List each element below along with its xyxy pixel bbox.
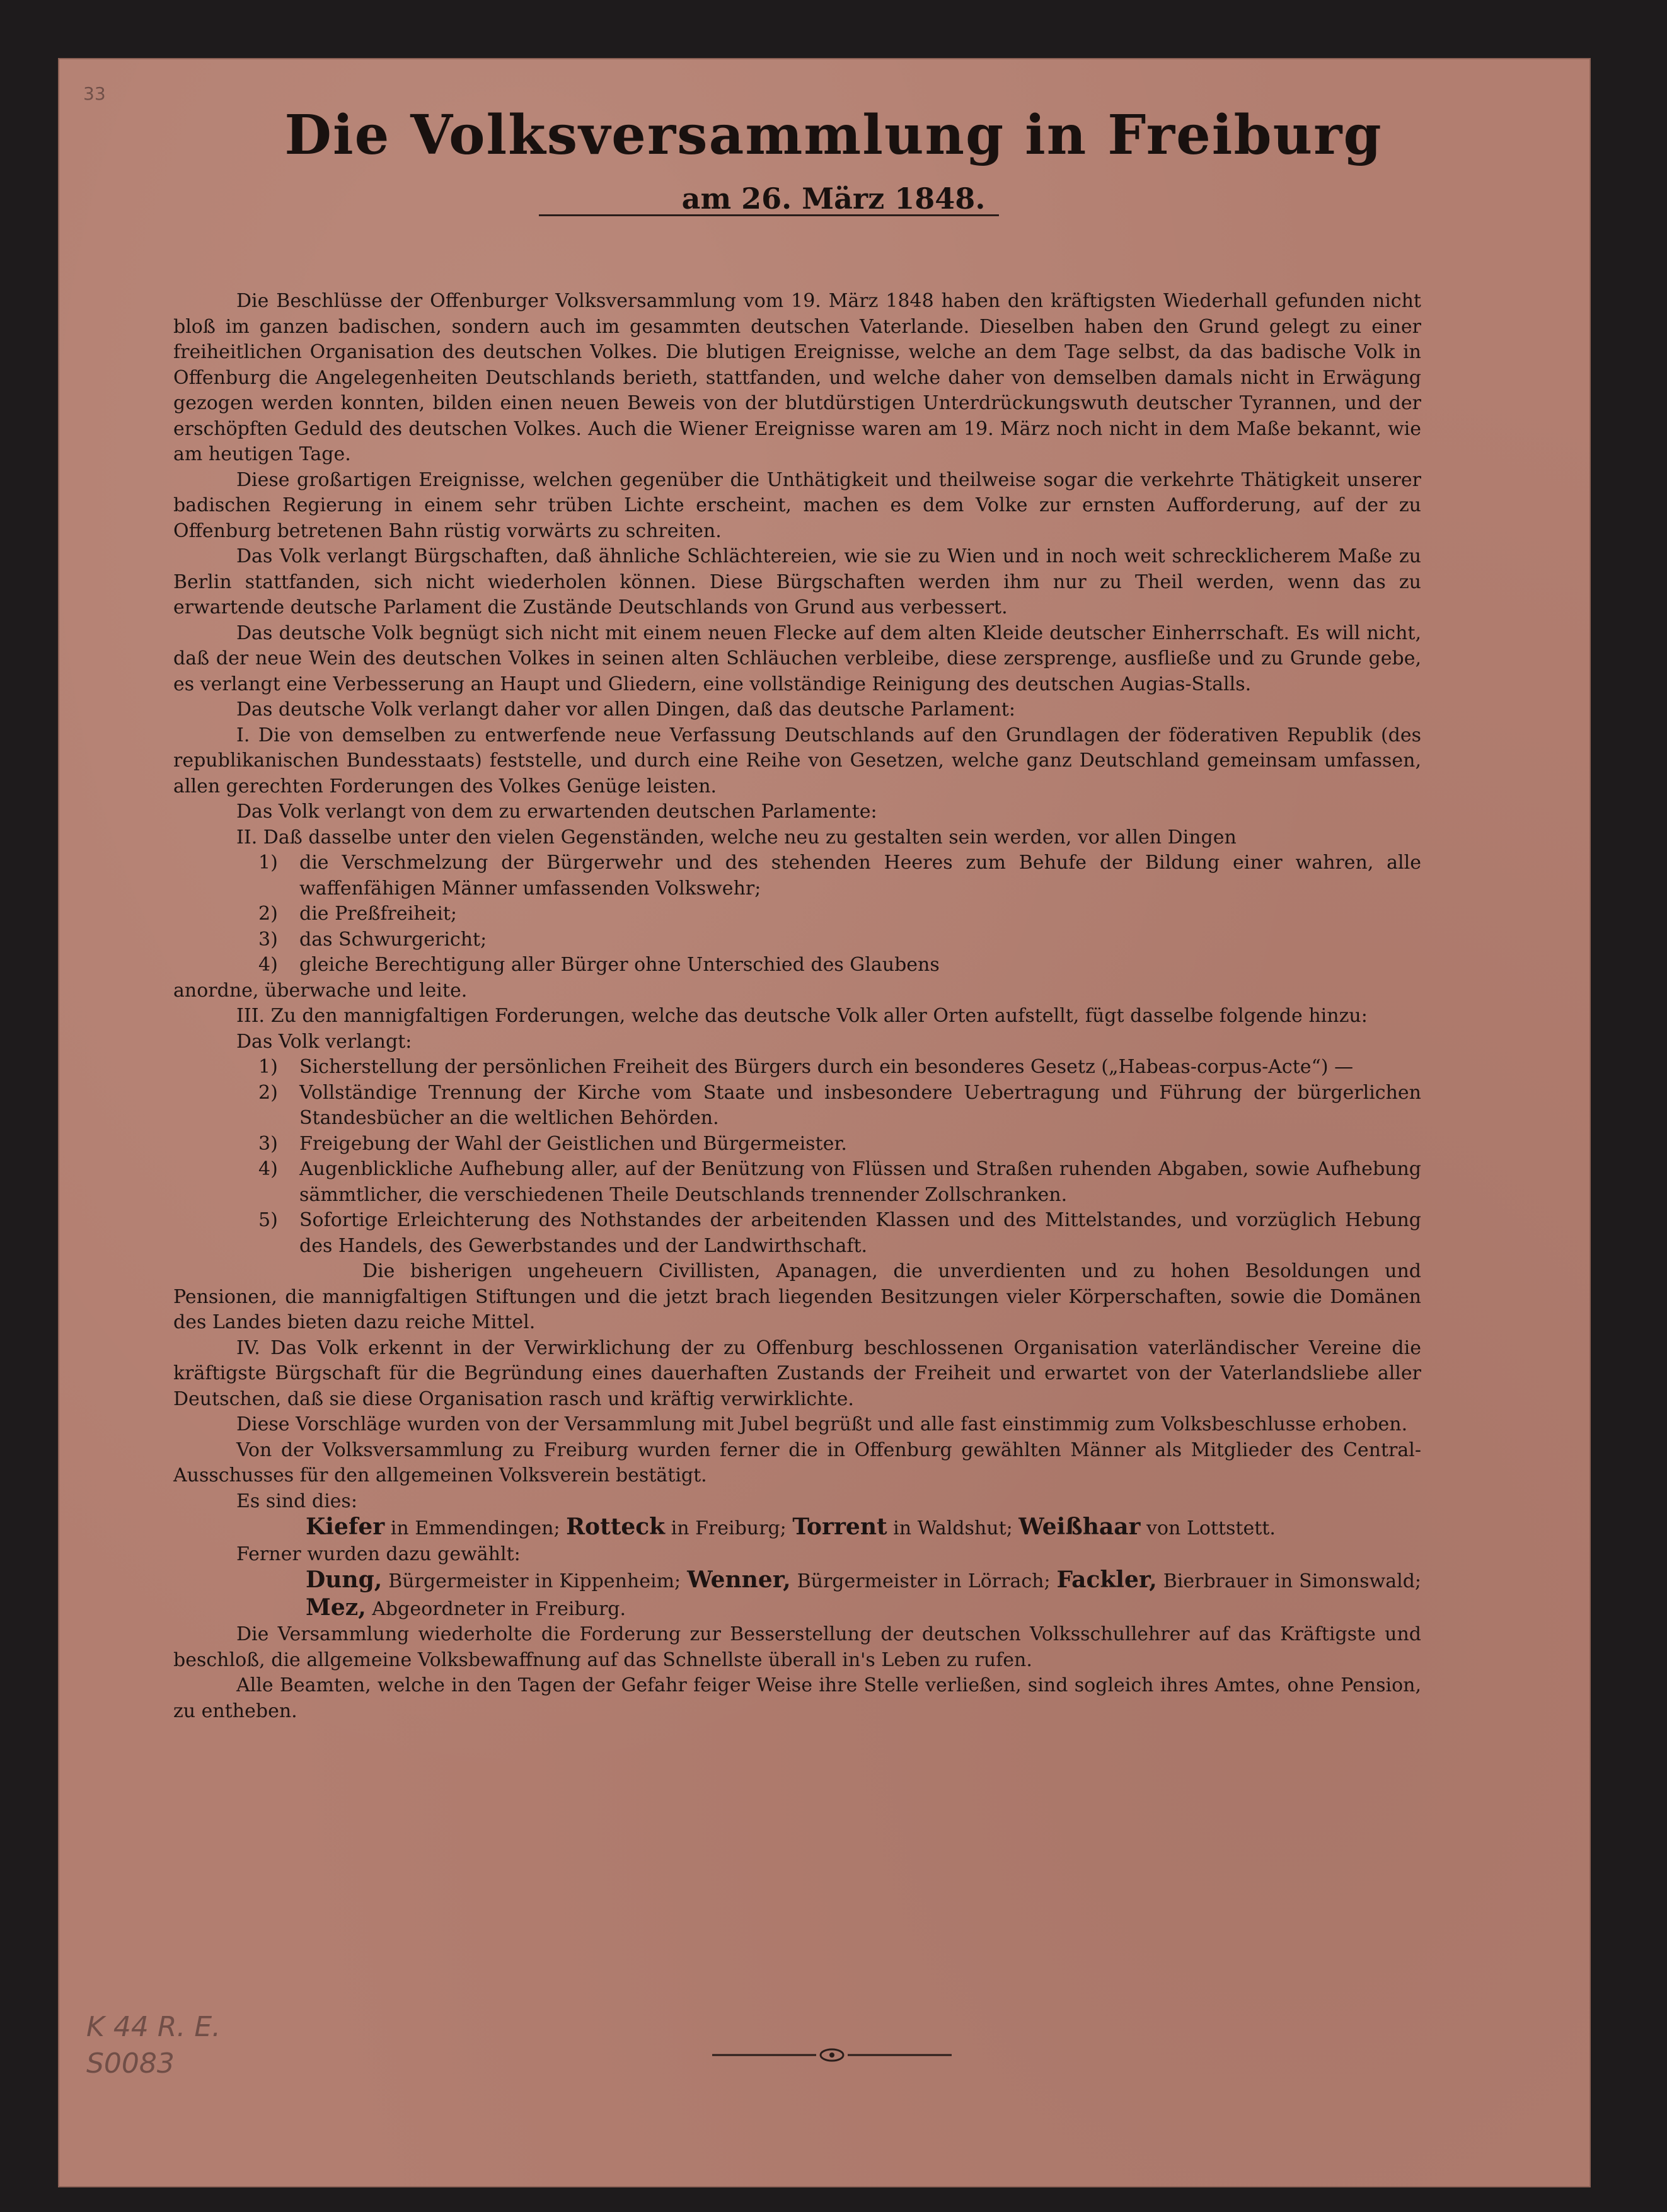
person-name: Wenner, — [687, 1566, 791, 1593]
list-item — [173, 850, 1421, 901]
person-name: Mez, — [306, 1594, 366, 1621]
list-item-text: die Verschmelzung der Bürgerwehr und des stehenden Heeres zum Behufe der Bildung einer wahren, alle waffenfähigen Männer umfassenden Volkswehr; — [299, 852, 1421, 900]
person-name: Kiefer — [306, 1514, 385, 1540]
list-item-text: Augenblickliche Aufhebung aller, auf der Benützung von Flüssen und Straßen ruhenden Abgaben, sowie Aufhebung sämmtlicher, die verschiedenen Theile Deutschlands trennender Zollschranken. — [299, 1158, 1421, 1206]
person-place: Bürgermeister in Kippenheim; — [382, 1570, 688, 1592]
person-place: in Waldshut; — [887, 1517, 1019, 1539]
paragraph-reform: Das deutsche Volk begnügt sich nicht mit einem neuen Flecke auf dem alten Kleide deutscher Einherrschaft. Es will nicht, daß der neue Wein des deutschen Volkes in seinen alten Schläuchen verbleibe, diese zersprenge, ausfließe und zu Grunde gebe, es verlangt eine Verbesserung an Haupt und Gliedern, eine vollständige Reinigung des deutschen Augias-Stalls. — [173, 622, 1421, 695]
person-place: Bürgermeister in Lörrach; — [790, 1570, 1057, 1592]
list-item-number: 4) — [258, 1158, 278, 1180]
list-item — [173, 1055, 1421, 1080]
person-place: Abgeordneter in Freiburg. — [366, 1597, 626, 1620]
list-item — [173, 927, 1421, 953]
confirmation-paragraph: Von der Volksversammlung zu Freiburg wurden ferner die in Offenburg gewählten Männer als Mitglieder des Central-Ausschusses für den allgemeinen Volksverein bestätigt. — [173, 1439, 1421, 1486]
section-3: III. Zu den mannigfaltigen Forderungen, welche das deutsche Volk aller Orten aufstellt, fügt dasselbe folgende hinzu: — [236, 1005, 1368, 1027]
list-item — [173, 1132, 1421, 1157]
teachers-paragraph: Die Versammlung wiederholte die Forderung zur Besserstellung der deutschen Volksschullehrer auf das Kräftigste und beschloß, die allgemeine Volksbewaffnung auf das Schnellste überall in's Leben zu rufen. — [173, 1623, 1421, 1671]
person-place: in Emmendingen; — [384, 1517, 567, 1539]
shelfmark — [86, 2009, 221, 2082]
shelfmark-line-1: K 44 R. E. — [86, 2011, 221, 2043]
demand-3-intro: Das Volk verlangt: — [236, 1030, 412, 1053]
list-item-number: 3) — [258, 1132, 278, 1155]
list-item-text: gleiche Berechtigung aller Bürger ohne Unterschied des Glaubens — [299, 954, 940, 976]
list-3 — [173, 1055, 1421, 1259]
list-item-number: 5) — [258, 1209, 278, 1231]
list-item-text: Sofortige Erleichterung des Nothstandes der arbeitenden Klassen und des Mittelstandes, und vorzüglich Hebung des Handels, des Gewerbstandes und der Landwirthschaft. — [299, 1209, 1421, 1257]
paragraph-events: Diese großartigen Ereignisse, welchen gegenüber die Unthätigkeit und theilweise sogar die verkehrte Thätigkeit unserer badischen Regierung in einem sehr trüben Lichte erscheint, machen es dem Volke zur ernsten Aufforderung, auf der zu Offenburg betretenen Bahn rüstig vorwärts zu schreiten. — [173, 468, 1421, 542]
document-title: Die Volksversammlung in Freiburg — [284, 103, 1383, 167]
person-name: Torrent — [792, 1514, 887, 1540]
closing-ornament — [712, 2046, 952, 2064]
person-name: Dung, — [306, 1566, 383, 1593]
document-date: am 26. März 1848. — [681, 182, 986, 216]
page-number: 33 — [83, 83, 106, 104]
these-are-label: Es sind dies: — [236, 1490, 357, 1512]
list-item-number: 2) — [258, 903, 278, 925]
document-body — [173, 289, 1421, 1724]
additional-names — [173, 1567, 1421, 1622]
person-name: Fackler, — [1056, 1566, 1157, 1593]
paragraph-intro: Die Beschlüsse der Offenburger Volksversammlung vom 19. März 1848 haben den kräftigsten Wiederhall gefunden nicht bloß im ganzen badischen, sondern auch im gesammten deutschen Vaterlande. Dieselben haben den Grund gelegt zu einer freiheitlichen Organisation des deutschen Volkes. Die blutigen Ereignisse, welche an dem Tage selbst, da das badische Volk in Offenburg die Angelegenheiten Deutschlands berieth, stattfanden, und welche daher von demselben damals nicht in Erwägung gezogen werden konnten, bilden einen neuen Beweis von der blutdürstigen Unterdrückungswuth deutscher Tyrannen, und der erschöpften Geduld des deutschen Volkes. Auch die Wiener Ereignisse waren am 19. März noch nicht in dem Maße bekannt, wie am heutigen Tage. — [173, 290, 1421, 465]
list-item — [173, 1157, 1421, 1208]
list-item-number: 2) — [258, 1081, 278, 1104]
proposals-paragraph: Diese Vorschläge wurden von der Versammlung mit Jubel begrüßt und alle fast einstimmig zum Volksbeschlusse erhoben. — [236, 1413, 1408, 1435]
list-item — [173, 953, 1421, 978]
paragraph-demand-1: Das deutsche Volk verlangt daher vor allen Dingen, daß das deutsche Parlament: — [236, 698, 1015, 721]
list-2 — [173, 850, 1421, 978]
person-place: in Freiburg; — [665, 1517, 793, 1539]
section-2: II. Daß dasselbe unter den vielen Gegenständen, welche neu zu gestalten sein werden, vor allen Dingen — [236, 826, 1237, 848]
person-name: Weißhaar — [1018, 1514, 1141, 1540]
person-name: Rotteck — [566, 1514, 666, 1540]
list-item-text: das Schwurgericht; — [299, 928, 487, 951]
list-item-text: die Preßfreiheit; — [299, 903, 458, 925]
document-header — [0, 98, 1667, 217]
person-place: Bierbrauer in Simonswald; — [1157, 1570, 1422, 1592]
shelfmark-line-2: S0083 — [86, 2047, 175, 2080]
civil-list-note: Die bisherigen ungeheuern Civillisten, Apanagen, die unverdienten und zu hohen Besoldungen und Pensionen, die mannigfaltigen Stiftungen und die jetzt brach liegenden Besitzungen vieler Körperschaften, sowie die Domänen des Landes bieten dazu reiche Mittel. — [173, 1260, 1421, 1333]
officials-paragraph: Alle Beamten, welche in den Tagen der Gefahr feiger Weise ihre Stelle verließen, sind sogleich ihres Amtes, ohne Pension, zu entheben. — [173, 1674, 1421, 1722]
title-rule — [539, 214, 999, 216]
list-item-text: Freigebung der Wahl der Geistlichen und Bürgermeister. — [299, 1132, 847, 1155]
list-item — [173, 1208, 1421, 1259]
section-2-end: anordne, überwache und leite. — [173, 979, 468, 1002]
section-4: IV. Das Volk erkennt in der Verwirklichung der zu Offenburg beschlossenen Organisation vaterländischer Vereine die kräftigste Bürgschaft für die Begründung eines dauerhaften Zustands der Freiheit und erwartet von der Vaterlandsliebe aller Deutschen, daß sie diese Organisation rasch und kräftig verwirklichte. — [173, 1336, 1421, 1410]
list-item-number: 3) — [258, 928, 278, 951]
list-item-number: 1) — [258, 852, 278, 874]
list-item-text: Vollständige Trennung der Kirche vom Staate und insbesondere Uebertragung und Führung der bürgerlichen Standesbücher an die weltlichen Behörden. — [299, 1081, 1421, 1129]
also-elected-label: Ferner wurden dazu gewählt: — [236, 1543, 521, 1565]
list-item-number: 1) — [258, 1056, 278, 1078]
person-place: von Lottstett. — [1140, 1517, 1276, 1539]
committee-names — [173, 1514, 1421, 1542]
list-item-number: 4) — [258, 954, 278, 976]
list-item — [173, 901, 1421, 927]
demand-2-intro: Das Volk verlangt von dem zu erwartenden deutschen Parlamente: — [236, 801, 877, 823]
list-item-text: Sicherstellung der persönlichen Freiheit des Bürgers durch ein besonderes Gesetz („Habeas-corpus-Acte“) — — [299, 1056, 1354, 1078]
paragraph-guarantees: Das Volk verlangt Bürgschaften, daß ähnliche Schlächtereien, wie sie zu Wien und in noch weit schrecklicherem Maße zu Berlin stattfanden, sich nicht wiederholen können. Diese Bürgschaften werden ihm nur zu Theil werden, wenn das zu erwartende deutsche Parlament die Zustände Deutschlands von Grund aus verbessert. — [173, 545, 1421, 618]
list-item — [173, 1080, 1421, 1132]
section-1: I. Die von demselben zu entwerfende neue Verfassung Deutschlands auf den Grundlagen der föderativen Republik (des republikanischen Bundesstaats) feststelle, und durch eine Reihe von Gesetzen, welche ganz Deutschland gemeinsam umfassen, allen gerechten Forderungen des Volkes Genüge leisten. — [173, 724, 1421, 797]
